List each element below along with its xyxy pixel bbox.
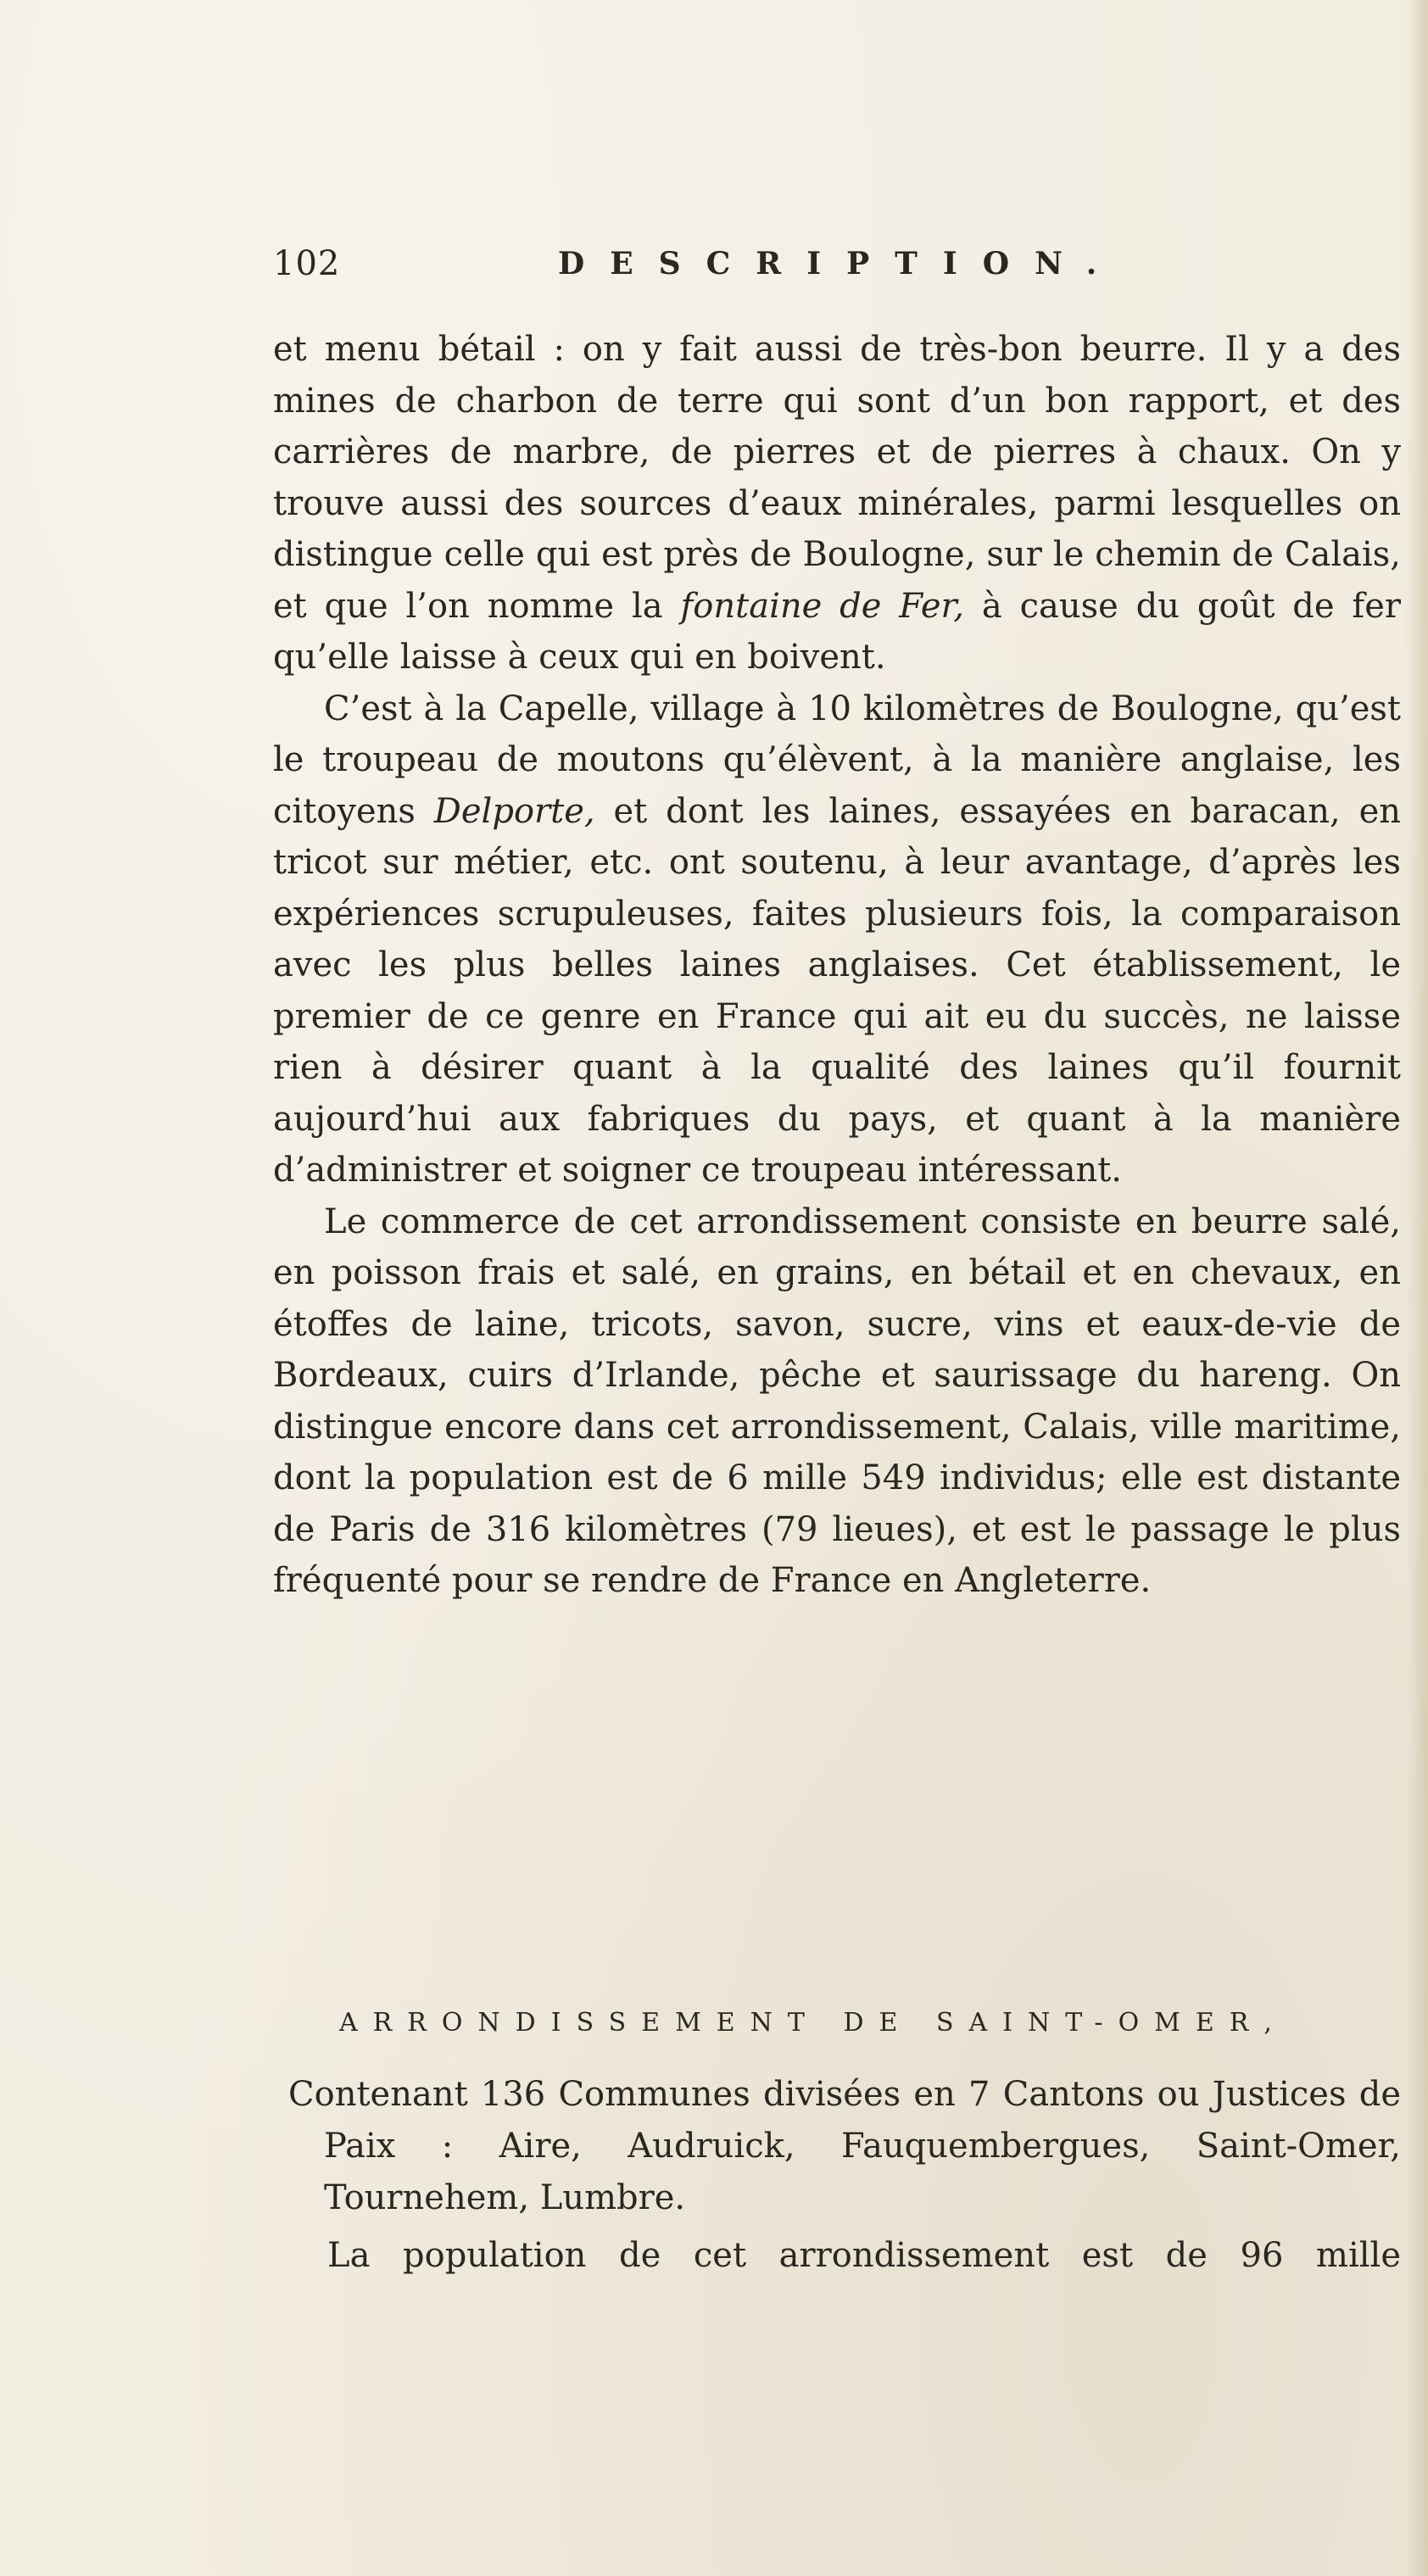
delporte-italic: Delporte,: [433, 791, 595, 831]
section-contents: [288, 2069, 1401, 2224]
running-title: DESCRIPTION.: [558, 246, 1123, 282]
main-text: [273, 324, 1401, 1607]
paragraph-2: [273, 683, 1401, 1196]
section-heading: ARRONDISSEMENT DE SAINT-OMER,: [339, 2008, 1287, 2038]
paragraph-1-text: et menu bétail : on y fait aussi de très-bon beurre. Il y a des mines de charbon de terre qui sont d’un bon rapport, et des carrières de marbre, de pierres et de pierres à chaux. On y trouve aussi des sources d’eaux minérales, parmi lesquelles on distingue celle qui est près de Boulogne, sur le chemin de Calais, et que l’on nomme la: [273, 330, 1401, 626]
paragraph-2-text: C’est à la Capelle, village à 10 kilomètres de Boulogne, qu’est le troupeau de moutons qu’élèvent, à la manière anglaise, les citoyens: [273, 689, 1401, 831]
paragraph-1: [273, 324, 1401, 683]
paragraph-3: Le commerce de cet arrondissement consiste en beurre salé, en poisson frais et salé, en grains, en bétail et en chevaux, en étoffes de laine, tricots, savon, sucre, vins et eaux-de-vie de Bordeaux, cuirs d’Irlande, pêche et saurissage du hareng. On distingue encore dans cet arrondissement, Calais, ville maritime, dont la population est de 6 mille 549 individus; elle est distante de Paris de 316 kilomètres (79 lieues), et est le passage le plus fréquenté pour se rendre de France en Angleterre.: [273, 1202, 1401, 1600]
page-header: [273, 244, 1401, 295]
paragraph-1-end: à cause du goût de fer qu’elle laisse à ceux qui en boivent.: [273, 586, 1402, 677]
page-number: 102: [273, 244, 341, 283]
paragraph-2-end: et dont les laines, essayées en baracan, en tricot sur métier, etc. ont soutenu, à leur avantage, d’après les expériences scrupuleuses, faites plusieurs fois, la comparaison avec les plus belles laines anglaises. Cet établissement, le premier de ce genre en France qui ait eu du succès, ne laisse rien à désirer quant à la qualité des laines qu’il fournit aujourd’hui aux fabriques du pays, et quant à la manière d’administrer et soigner ce troupeau intéressant.: [273, 791, 1401, 1190]
population-line: La population de cet arrondissement est de 96 mille: [327, 2236, 1401, 2275]
fontaine-de-fer-italic: fontaine de Fer,: [680, 586, 964, 626]
section-contents-text: Contenant 136 Communes divisées en 7 Cantons ou Justices de Paix : Aire, Audruick, Fauquembergues, Saint-Omer, Tournehem, Lumbre.: [288, 2075, 1401, 2217]
